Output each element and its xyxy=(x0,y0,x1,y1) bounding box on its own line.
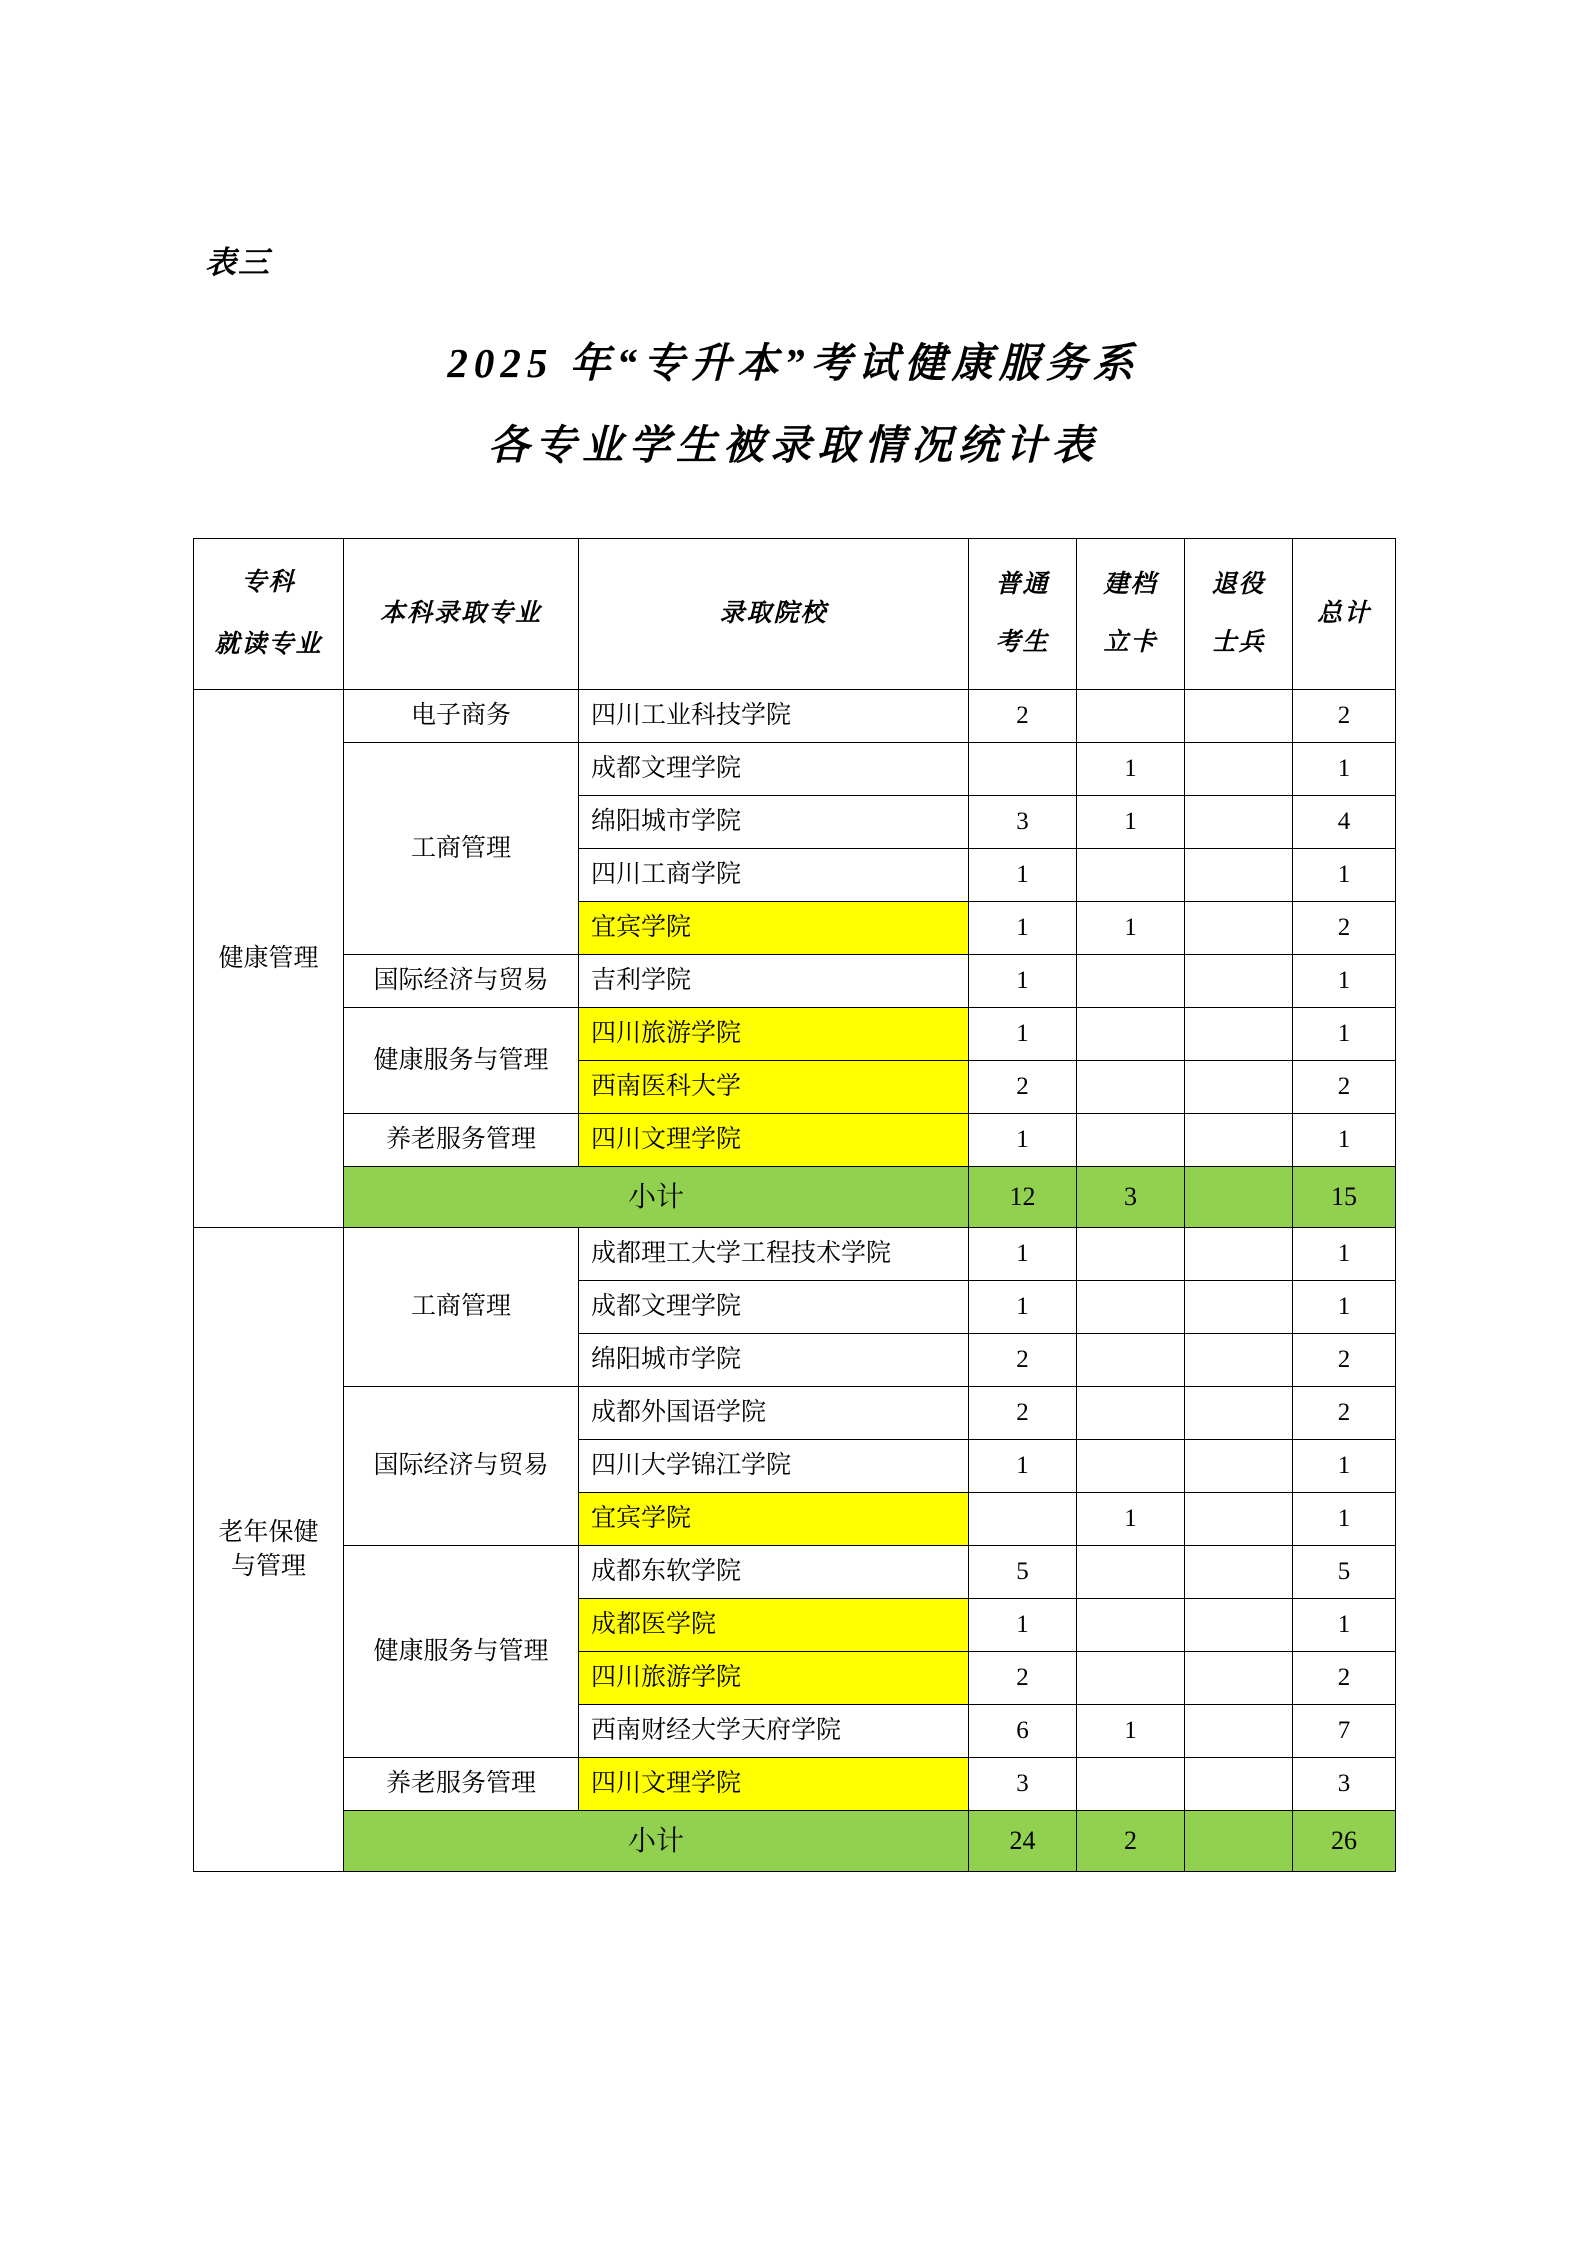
total-count-cell: 1 xyxy=(1293,1228,1396,1281)
subtotal-veteran-count xyxy=(1185,1167,1293,1228)
group-label-line2: 与管理 xyxy=(230,1552,306,1580)
admitting-school-cell: 四川大学锦江学院 xyxy=(579,1440,969,1493)
poverty-count-cell: 1 xyxy=(1077,743,1185,796)
veteran-count-cell xyxy=(1185,1114,1293,1167)
group-label-line1: 老年保健 xyxy=(218,1518,319,1546)
admitting-school-cell: 成都医学院 xyxy=(579,1599,969,1652)
poverty-count-cell xyxy=(1077,1061,1185,1114)
veteran-count-cell xyxy=(1185,1493,1293,1546)
general-count-cell xyxy=(969,743,1077,796)
admitting-school-cell: 四川文理学院 xyxy=(579,1758,969,1811)
table-row xyxy=(194,1008,1396,1061)
admitting-school-cell: 成都文理学院 xyxy=(579,743,969,796)
header-veteran-line1: 退役 xyxy=(1211,571,1266,598)
veteran-count-cell xyxy=(1185,1281,1293,1334)
admitting-school-cell: 四川旅游学院 xyxy=(579,1652,969,1705)
header-general-line1: 普通 xyxy=(995,571,1050,598)
admitting-school-cell: 四川旅游学院 xyxy=(579,1008,969,1061)
poverty-count-cell xyxy=(1077,1546,1185,1599)
total-count-cell: 1 xyxy=(1293,1440,1396,1493)
bachelor-major-cell: 养老服务管理 xyxy=(344,1758,579,1811)
total-count-cell: 2 xyxy=(1293,1387,1396,1440)
admitting-school-cell: 西南医科大学 xyxy=(579,1061,969,1114)
subtotal-general-count: 12 xyxy=(969,1167,1077,1228)
bachelor-major-cell: 工商管理 xyxy=(344,1228,579,1387)
header-veteran-soldier xyxy=(1185,539,1293,690)
table-row xyxy=(194,1114,1396,1167)
subtotal-veteran-count xyxy=(1185,1811,1293,1872)
veteran-count-cell xyxy=(1185,1387,1293,1440)
header-poverty-card xyxy=(1077,539,1185,690)
total-count-cell: 1 xyxy=(1293,1008,1396,1061)
veteran-count-cell xyxy=(1185,1705,1293,1758)
admitting-school-cell: 吉利学院 xyxy=(579,955,969,1008)
total-count-cell: 1 xyxy=(1293,849,1396,902)
total-count-cell: 5 xyxy=(1293,1546,1396,1599)
total-count-cell: 1 xyxy=(1293,1281,1396,1334)
document-title xyxy=(0,322,1587,486)
poverty-count-cell: 1 xyxy=(1077,1705,1185,1758)
admitting-school-cell: 宜宾学院 xyxy=(579,902,969,955)
admitting-school-cell: 宜宾学院 xyxy=(579,1493,969,1546)
poverty-count-cell: 1 xyxy=(1077,902,1185,955)
group-college-major-cell xyxy=(194,690,344,1228)
veteran-count-cell xyxy=(1185,1546,1293,1599)
header-general-line2: 考生 xyxy=(995,629,1050,656)
admitting-school-cell: 成都外国语学院 xyxy=(579,1387,969,1440)
veteran-count-cell xyxy=(1185,796,1293,849)
total-count-cell: 2 xyxy=(1293,1334,1396,1387)
table-row xyxy=(194,1546,1396,1599)
poverty-count-cell xyxy=(1077,690,1185,743)
bachelor-major-cell: 国际经济与贸易 xyxy=(344,955,579,1008)
admitting-school-cell: 绵阳城市学院 xyxy=(579,1334,969,1387)
poverty-count-cell xyxy=(1077,849,1185,902)
bachelor-major-cell: 养老服务管理 xyxy=(344,1114,579,1167)
general-count-cell: 1 xyxy=(969,902,1077,955)
admitting-school-cell: 四川工商学院 xyxy=(579,849,969,902)
general-count-cell: 1 xyxy=(969,1440,1077,1493)
total-count-cell: 1 xyxy=(1293,743,1396,796)
admitting-school-cell: 成都理工大学工程技术学院 xyxy=(579,1228,969,1281)
total-count-cell: 2 xyxy=(1293,1652,1396,1705)
title-line-1: 2025 年“专升本”考试健康服务系 xyxy=(447,340,1140,386)
header-college-major-line1: 专科 xyxy=(241,569,296,596)
header-total: 总计 xyxy=(1293,539,1396,690)
poverty-count-cell xyxy=(1077,1334,1185,1387)
header-veteran-line2: 士兵 xyxy=(1211,629,1266,656)
table-label: 表三 xyxy=(205,245,271,280)
poverty-count-cell: 1 xyxy=(1077,1493,1185,1546)
bachelor-major-cell: 工商管理 xyxy=(344,743,579,955)
total-count-cell: 4 xyxy=(1293,796,1396,849)
poverty-count-cell xyxy=(1077,1758,1185,1811)
general-count-cell: 1 xyxy=(969,1114,1077,1167)
table-row xyxy=(194,743,1396,796)
general-count-cell: 1 xyxy=(969,1228,1077,1281)
poverty-count-cell xyxy=(1077,955,1185,1008)
subtotal-row xyxy=(194,1811,1396,1872)
admitting-school-cell: 四川文理学院 xyxy=(579,1114,969,1167)
total-count-cell: 2 xyxy=(1293,902,1396,955)
veteran-count-cell xyxy=(1185,902,1293,955)
total-count-cell: 2 xyxy=(1293,690,1396,743)
veteran-count-cell xyxy=(1185,955,1293,1008)
group-college-major-cell xyxy=(194,1228,344,1872)
title-line-2: 各专业学生被录取情况统计表 xyxy=(488,422,1099,468)
veteran-count-cell xyxy=(1185,1599,1293,1652)
header-poverty-line2: 立卡 xyxy=(1103,629,1158,656)
general-count-cell: 1 xyxy=(969,1008,1077,1061)
admitting-school-cell: 绵阳城市学院 xyxy=(579,796,969,849)
subtotal-poverty-count: 2 xyxy=(1077,1811,1185,1872)
general-count-cell: 3 xyxy=(969,796,1077,849)
bachelor-major-cell: 健康服务与管理 xyxy=(344,1546,579,1758)
veteran-count-cell xyxy=(1185,690,1293,743)
table-row xyxy=(194,1758,1396,1811)
poverty-count-cell xyxy=(1077,1387,1185,1440)
table-row xyxy=(194,955,1396,1008)
header-college-major-line2: 就读专业 xyxy=(214,631,323,658)
poverty-count-cell xyxy=(1077,1652,1185,1705)
subtotal-total-count: 26 xyxy=(1293,1811,1396,1872)
subtotal-label: 小计 xyxy=(344,1811,969,1872)
poverty-count-cell xyxy=(1077,1008,1185,1061)
subtotal-total-count: 15 xyxy=(1293,1167,1396,1228)
admitting-school-cell: 成都文理学院 xyxy=(579,1281,969,1334)
general-count-cell: 2 xyxy=(969,1334,1077,1387)
table-row xyxy=(194,1387,1396,1440)
general-count-cell: 1 xyxy=(969,1281,1077,1334)
veteran-count-cell xyxy=(1185,743,1293,796)
poverty-count-cell xyxy=(1077,1281,1185,1334)
poverty-count-cell xyxy=(1077,1599,1185,1652)
general-count-cell: 2 xyxy=(969,1387,1077,1440)
subtotal-general-count: 24 xyxy=(969,1811,1077,1872)
general-count-cell: 6 xyxy=(969,1705,1077,1758)
table-row xyxy=(194,1228,1396,1281)
group-label: 健康管理 xyxy=(218,944,319,972)
statistics-table xyxy=(193,538,1396,1872)
bachelor-major-cell: 电子商务 xyxy=(344,690,579,743)
poverty-count-cell xyxy=(1077,1114,1185,1167)
general-count-cell: 1 xyxy=(969,849,1077,902)
veteran-count-cell xyxy=(1185,849,1293,902)
statistics-table-container xyxy=(193,538,1395,1872)
header-general-candidate xyxy=(969,539,1077,690)
general-count-cell: 1 xyxy=(969,1599,1077,1652)
subtotal-poverty-count: 3 xyxy=(1077,1167,1185,1228)
table-header-row xyxy=(194,539,1396,690)
veteran-count-cell xyxy=(1185,1758,1293,1811)
table-row xyxy=(194,690,1396,743)
total-count-cell: 1 xyxy=(1293,955,1396,1008)
general-count-cell: 3 xyxy=(969,1758,1077,1811)
total-count-cell: 1 xyxy=(1293,1599,1396,1652)
general-count-cell: 5 xyxy=(969,1546,1077,1599)
veteran-count-cell xyxy=(1185,1440,1293,1493)
total-count-cell: 3 xyxy=(1293,1758,1396,1811)
general-count-cell: 2 xyxy=(969,690,1077,743)
poverty-count-cell xyxy=(1077,1440,1185,1493)
poverty-count-cell xyxy=(1077,1228,1185,1281)
bachelor-major-cell: 国际经济与贸易 xyxy=(344,1387,579,1546)
header-admitting-school: 录取院校 xyxy=(579,539,969,690)
total-count-cell: 1 xyxy=(1293,1493,1396,1546)
header-poverty-line1: 建档 xyxy=(1103,571,1158,598)
general-count-cell xyxy=(969,1493,1077,1546)
total-count-cell: 1 xyxy=(1293,1114,1396,1167)
admitting-school-cell: 四川工业科技学院 xyxy=(579,690,969,743)
subtotal-row xyxy=(194,1167,1396,1228)
admitting-school-cell: 成都东软学院 xyxy=(579,1546,969,1599)
veteran-count-cell xyxy=(1185,1061,1293,1114)
total-count-cell: 2 xyxy=(1293,1061,1396,1114)
general-count-cell: 2 xyxy=(969,1652,1077,1705)
poverty-count-cell: 1 xyxy=(1077,796,1185,849)
veteran-count-cell xyxy=(1185,1652,1293,1705)
bachelor-major-cell: 健康服务与管理 xyxy=(344,1008,579,1114)
admitting-school-cell: 西南财经大学天府学院 xyxy=(579,1705,969,1758)
total-count-cell: 7 xyxy=(1293,1705,1396,1758)
veteran-count-cell xyxy=(1185,1008,1293,1061)
veteran-count-cell xyxy=(1185,1228,1293,1281)
header-college-major xyxy=(194,539,344,690)
general-count-cell: 2 xyxy=(969,1061,1077,1114)
general-count-cell: 1 xyxy=(969,955,1077,1008)
header-bachelor-major: 本科录取专业 xyxy=(344,539,579,690)
subtotal-label: 小计 xyxy=(344,1167,969,1228)
veteran-count-cell xyxy=(1185,1334,1293,1387)
